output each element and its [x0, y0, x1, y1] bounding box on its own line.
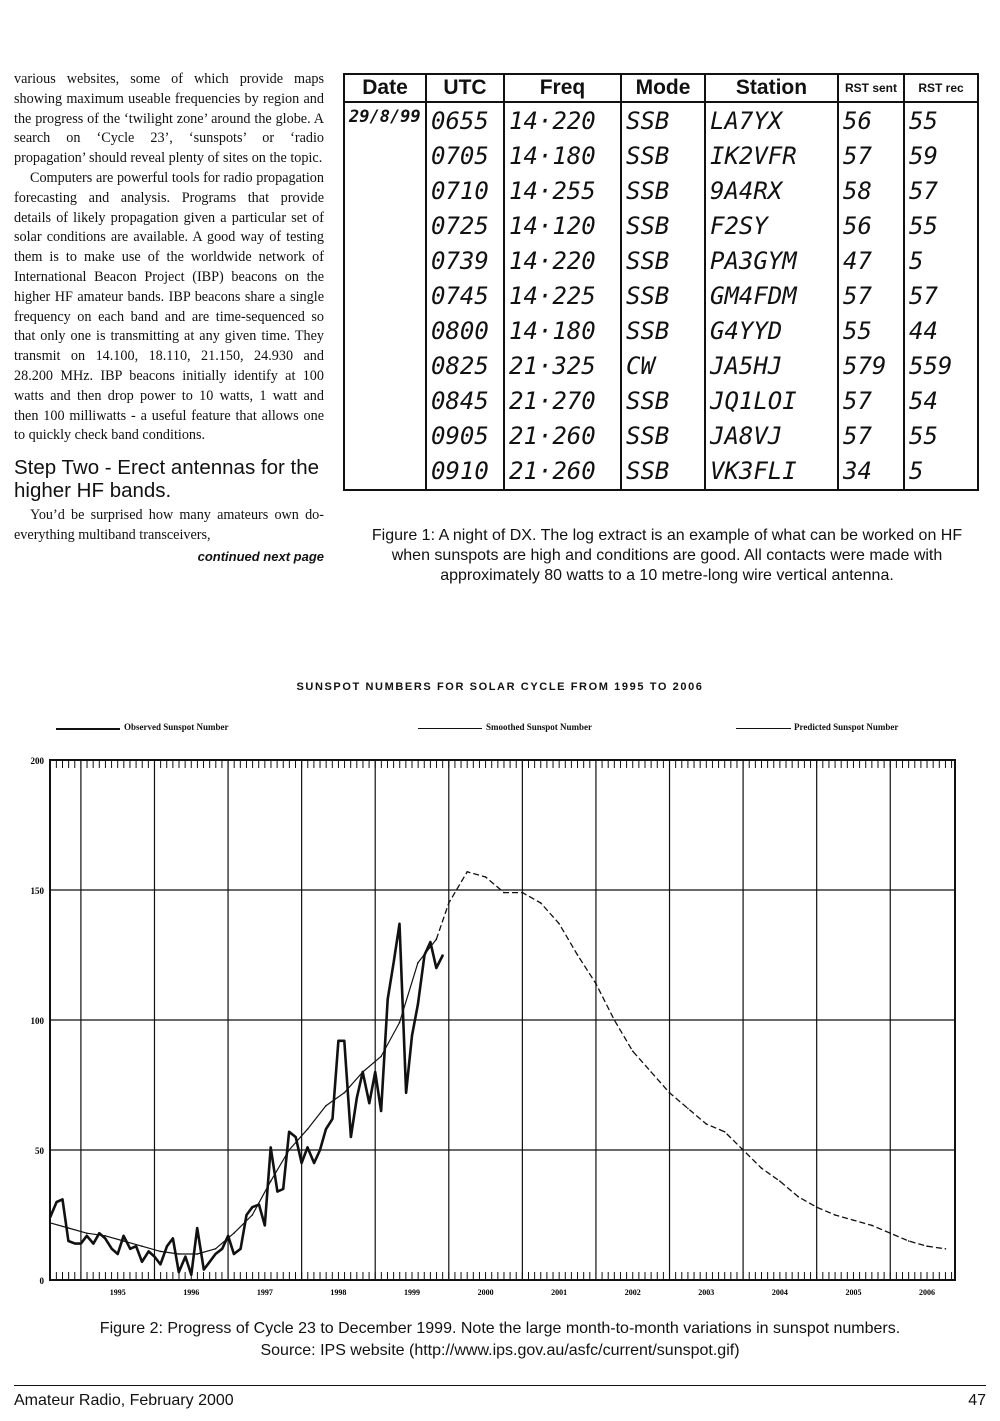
predicted-point: [926, 1245, 928, 1247]
x-tick-label: 2004: [771, 1288, 788, 1297]
observed-point: [111, 1248, 113, 1250]
log-cell-sent: 579: [838, 348, 904, 383]
smoothed-point: [104, 1235, 106, 1237]
log-cell-mode: SSB: [621, 278, 705, 313]
article-paragraph: various websites, some of which provide maps showing maximum useable frequencies by region and the progress of the ‘twilight zone’ around the globe. A search on ‘Cycle 23’, ‘sunspots’ or ‘radio propagation’ should reveal plenty of sites on the topic.: [14, 71, 324, 167]
log-header-row: [344, 74, 978, 102]
log-cell-station: 9A4RX: [705, 173, 838, 208]
log-cell-utc: 0710: [426, 173, 504, 208]
predicted-point: [797, 1196, 799, 1198]
series-observed-line: [50, 924, 443, 1275]
log-cell-mode: SSB: [621, 313, 705, 348]
legend-label: Observed Sunspot Number: [124, 722, 229, 732]
section-heading: Step Two - Erect antennas for the higher HF bands.: [14, 456, 320, 503]
column-header: Freq: [504, 74, 621, 102]
smoothed-point: [141, 1245, 143, 1247]
column-header: Mode: [621, 74, 705, 102]
observed-point: [344, 1040, 346, 1042]
observed-point: [411, 1035, 413, 1037]
log-cell-freq: 21·260: [504, 419, 621, 454]
predicted-point: [558, 923, 560, 925]
log-cell-rec: 57: [904, 173, 978, 208]
observed-point: [74, 1243, 76, 1245]
footer-rule: [14, 1385, 986, 1386]
log-cell-freq: 14·180: [504, 138, 621, 173]
observed-point: [325, 1128, 327, 1130]
predicted-point: [871, 1225, 873, 1227]
log-cell-sent: 57: [838, 138, 904, 173]
observed-point: [387, 998, 389, 1000]
legend-swatch: [736, 728, 791, 729]
observed-point: [190, 1274, 192, 1276]
observed-point: [215, 1253, 217, 1255]
x-tick-label: 2000: [477, 1288, 494, 1297]
x-tick-label: 2001: [551, 1288, 568, 1297]
log-cell-utc: 0845: [426, 384, 504, 419]
column-header: UTC: [426, 74, 504, 102]
log-cell-rec: 57: [904, 278, 978, 313]
observed-point: [282, 1188, 284, 1190]
y-tick-label: 0: [39, 1276, 44, 1286]
log-cell-rec: 55: [904, 419, 978, 454]
observed-point: [98, 1232, 100, 1234]
log-cell-station: JA5HJ: [705, 348, 838, 383]
log-cell-station: JA8VJ: [705, 419, 838, 454]
observed-point: [185, 1256, 187, 1258]
predicted-point: [595, 983, 597, 985]
observed-point: [393, 962, 395, 964]
predicted-point: [742, 1149, 744, 1151]
log-cell-mode: SSB: [621, 102, 705, 138]
observed-point: [117, 1253, 119, 1255]
legend-predicted: [736, 722, 966, 736]
x-tick-label: 2006: [919, 1288, 936, 1297]
log-cell-freq: 14·180: [504, 313, 621, 348]
predicted-point: [540, 902, 542, 904]
predicted-point: [650, 1071, 652, 1073]
observed-point: [356, 1097, 358, 1099]
log-cell-station: GM4FDM: [705, 278, 838, 313]
smoothed-point: [288, 1149, 290, 1151]
log-cell-freq: 14·220: [504, 243, 621, 278]
legend-swatch: [418, 728, 482, 729]
log-cell-rec: 55: [904, 208, 978, 243]
smoothed-point: [344, 1092, 346, 1094]
log-row: [344, 348, 978, 383]
predicted-point: [669, 1092, 671, 1094]
predicted-point: [503, 892, 505, 894]
log-cell-mode: SSB: [621, 243, 705, 278]
log-cell-utc: 0705: [426, 138, 504, 173]
log-cell-freq: 14·255: [504, 173, 621, 208]
sunspot-chart: [0, 745, 1000, 1310]
predicted-point: [485, 876, 487, 878]
x-tick-label: 2003: [698, 1288, 715, 1297]
log-cell-station: F2SY: [705, 208, 838, 243]
log-cell-utc: 0739: [426, 243, 504, 278]
observed-point: [68, 1240, 70, 1242]
observed-point: [49, 1217, 51, 1219]
observed-point: [123, 1235, 125, 1237]
predicted-point: [614, 1019, 616, 1021]
log-cell-station: JQ1LOI: [705, 384, 838, 419]
log-cell-sent: 55: [838, 313, 904, 348]
x-tick-label: 2002: [624, 1288, 641, 1297]
log-cell-freq: 21·325: [504, 348, 621, 383]
y-tick-label: 200: [30, 756, 44, 766]
observed-point: [62, 1199, 64, 1201]
observed-point: [369, 1102, 371, 1104]
figure2-caption-source: Source: IPS website (http://www.ips.gov.au/asfc/current/sunspot.gif): [260, 1342, 740, 1359]
observed-point: [246, 1214, 248, 1216]
observed-point: [233, 1253, 235, 1255]
observed-point: [277, 1191, 279, 1193]
predicted-point: [706, 1123, 708, 1125]
log-date-cell: 29/8/99: [349, 107, 421, 127]
y-tick-label: 100: [30, 1016, 44, 1026]
column-header: RST sent: [838, 74, 904, 102]
observed-point: [135, 1245, 137, 1247]
log-cell-mode: SSB: [621, 419, 705, 454]
log-cell-sent: 57: [838, 419, 904, 454]
log-cell-utc: 0825: [426, 348, 504, 383]
observed-point: [417, 1004, 419, 1006]
predicted-point: [522, 892, 524, 894]
smoothed-point: [49, 1222, 51, 1224]
y-tick-label: 50: [35, 1146, 44, 1156]
predicted-point: [466, 871, 468, 873]
column-header: Station: [705, 74, 838, 102]
log-row: [344, 419, 978, 454]
log-cell-mode: CW: [621, 348, 705, 383]
series-predicted-line: [436, 872, 945, 1249]
log-cell-station: VK3FLI: [705, 454, 838, 490]
observed-point: [380, 1110, 382, 1112]
log-cell-rec: 59: [904, 138, 978, 173]
chart-title: SUNSPOT NUMBERS FOR SOLAR CYCLE FROM 1995 TO 2006: [296, 681, 704, 693]
observed-point: [221, 1248, 223, 1250]
log-cell-sent: 57: [838, 384, 904, 419]
log-cell-freq: 21·260: [504, 454, 621, 490]
predicted-point: [761, 1167, 763, 1169]
observed-point: [86, 1235, 88, 1237]
predicted-point: [448, 902, 450, 904]
smoothed-point: [362, 1071, 364, 1073]
radio-log-table: [343, 73, 979, 491]
legend-label: Predicted Sunspot Number: [794, 722, 899, 732]
smoothed-point: [252, 1214, 254, 1216]
log-row: [344, 454, 978, 490]
log-row: [344, 208, 978, 243]
observed-point: [319, 1149, 321, 1151]
smoothed-point: [380, 1056, 382, 1058]
observed-point: [442, 954, 444, 956]
smoothed-point: [307, 1128, 309, 1130]
observed-point: [80, 1243, 82, 1245]
log-cell-station: IK2VFR: [705, 138, 838, 173]
log-cell-mode: SSB: [621, 208, 705, 243]
observed-point: [338, 1040, 340, 1042]
observed-point: [350, 1136, 352, 1138]
observed-point: [399, 923, 401, 925]
predicted-point: [632, 1050, 634, 1052]
log-cell-station: LA7YX: [705, 102, 838, 138]
predicted-point: [908, 1240, 910, 1242]
predicted-point: [834, 1214, 836, 1216]
observed-point: [405, 1092, 407, 1094]
legend-swatch: [56, 728, 120, 730]
log-cell-rec: 559: [904, 348, 978, 383]
log-cell-utc: 0655: [426, 102, 504, 138]
smoothed-point: [178, 1253, 180, 1255]
figure1-caption: Figure 1: A night of DX. The log extract is an example of what can be worked on HF when sunspots are high and conditions are good. All contacts were made with approximately 80 watts to a 10 metre-long wire vertical antenna.: [371, 527, 963, 584]
observed-point: [209, 1261, 211, 1263]
observed-point: [227, 1235, 229, 1237]
observed-point: [332, 1118, 334, 1120]
observed-point: [252, 1206, 254, 1208]
smoothed-point: [196, 1253, 198, 1255]
smoothed-point: [325, 1105, 327, 1107]
x-tick-label: 1998: [330, 1288, 347, 1297]
log-cell-sent: 47: [838, 243, 904, 278]
log-cell-mode: SSB: [621, 173, 705, 208]
publication-footer: Amateur Radio, February 2000: [14, 1392, 234, 1409]
predicted-point: [724, 1131, 726, 1133]
log-row: [344, 384, 978, 419]
predicted-point: [577, 954, 579, 956]
predicted-point: [945, 1248, 947, 1250]
x-tick-label: 2005: [845, 1288, 862, 1297]
observed-point: [313, 1162, 315, 1164]
predicted-point: [889, 1232, 891, 1234]
column-header: Date: [344, 74, 426, 102]
y-tick-label: 150: [30, 886, 44, 896]
smoothed-point: [86, 1232, 88, 1234]
log-cell-rec: 44: [904, 313, 978, 348]
log-cell-sent: 58: [838, 173, 904, 208]
predicted-point: [779, 1180, 781, 1182]
predicted-point: [687, 1108, 689, 1110]
x-tick-label: 1997: [256, 1288, 273, 1297]
observed-point: [307, 1147, 309, 1149]
smoothed-point: [160, 1251, 162, 1253]
figure2-caption-line: Figure 2: Progress of Cycle 23 to December 1999. Note the large month-to-month variations in sunspot numbers.: [99, 1320, 901, 1337]
log-cell-sent: 57: [838, 278, 904, 313]
observed-point: [154, 1256, 156, 1258]
observed-point: [240, 1248, 242, 1250]
log-cell-freq: 21·270: [504, 384, 621, 419]
log-row: [344, 278, 978, 313]
legend-smoothed: [418, 722, 658, 736]
predicted-point: [435, 939, 437, 941]
continued-note: continued next page: [197, 548, 324, 564]
log-cell-utc: 0905: [426, 419, 504, 454]
article-paragraph: Computers are powerful tools for radio propagation forecasting and analysis. Programs that provide details of likely propagation given a particular set of solar conditions are available. A good way of testing them is to make use of the worldwide network of International Beacon Project (IBP) beacons on the higher HF amateur bands. IBP beacons share a single frequency on each band and are time-sequenced so that only one is transmitting at any given time. They transmit on 14.100, 18.110, 21.150, 24.930 and 28.200 MHz. IBP beacons initially identify at 100 watts and then drop power to 10 watts, 1 watt and then 100 milliwatts - a useful feature that allows one to quickly check band conditions.: [14, 169, 324, 444]
observed-point: [196, 1227, 198, 1229]
log-cell-utc: 0800: [426, 313, 504, 348]
log-cell-rec: 55: [904, 102, 978, 138]
log-cell-freq: 14·220: [504, 102, 621, 138]
smoothed-point: [215, 1248, 217, 1250]
predicted-point: [816, 1206, 818, 1208]
log-cell-rec: 54: [904, 384, 978, 419]
log-cell-sent: 56: [838, 102, 904, 138]
article-column: [14, 70, 324, 567]
log-cell-mode: SSB: [621, 138, 705, 173]
legend-label: Smoothed Sunspot Number: [486, 722, 593, 732]
smoothed-point: [68, 1227, 70, 1229]
smoothed-point: [417, 962, 419, 964]
smoothed-point: [123, 1240, 125, 1242]
x-tick-label: 1999: [404, 1288, 420, 1297]
observed-point: [148, 1251, 150, 1253]
log-cell-sent: 56: [838, 208, 904, 243]
observed-point: [160, 1264, 162, 1266]
log-row: [344, 173, 978, 208]
smoothed-point: [270, 1180, 272, 1182]
log-cell-utc: 0725: [426, 208, 504, 243]
x-tick-label: 1996: [183, 1288, 200, 1297]
observed-point: [270, 1147, 272, 1149]
observed-point: [435, 967, 437, 969]
legend-observed: [56, 722, 296, 736]
observed-point: [104, 1238, 106, 1240]
log-cell-station: PA3GYM: [705, 243, 838, 278]
log-cell-mode: SSB: [621, 384, 705, 419]
observed-point: [288, 1131, 290, 1133]
observed-point: [374, 1071, 376, 1073]
smoothed-point: [233, 1232, 235, 1234]
page-number: 47: [968, 1392, 986, 1409]
observed-point: [178, 1271, 180, 1273]
log-row: [344, 102, 978, 138]
observed-point: [203, 1269, 205, 1271]
observed-point: [166, 1245, 168, 1247]
observed-point: [295, 1136, 297, 1138]
log-cell-utc: 0745: [426, 278, 504, 313]
log-cell-freq: 14·225: [504, 278, 621, 313]
log-cell-utc: 0910: [426, 454, 504, 490]
log-cell-station: G4YYD: [705, 313, 838, 348]
log-row: [344, 138, 978, 173]
observed-point: [301, 1162, 303, 1164]
predicted-point: [853, 1219, 855, 1221]
log-cell-sent: 34: [838, 454, 904, 490]
observed-point: [141, 1261, 143, 1263]
observed-point: [264, 1225, 266, 1227]
column-header: RST rec: [904, 74, 978, 102]
article-paragraph: You’d be surprised how many amateurs own do-everything multiband transceivers,: [14, 507, 324, 543]
observed-point: [430, 941, 432, 943]
smoothed-point: [399, 1022, 401, 1024]
log-cell-rec: 5: [904, 454, 978, 490]
observed-point: [172, 1238, 174, 1240]
observed-point: [56, 1201, 58, 1203]
log-row: [344, 243, 978, 278]
x-tick-label: 1995: [109, 1288, 126, 1297]
observed-point: [93, 1243, 95, 1245]
log-row: [344, 313, 978, 348]
log-cell-mode: SSB: [621, 454, 705, 490]
log-cell-rec: 5: [904, 243, 978, 278]
log-cell-freq: 14·120: [504, 208, 621, 243]
figure2-caption: [10, 1318, 990, 1362]
observed-point: [129, 1248, 131, 1250]
